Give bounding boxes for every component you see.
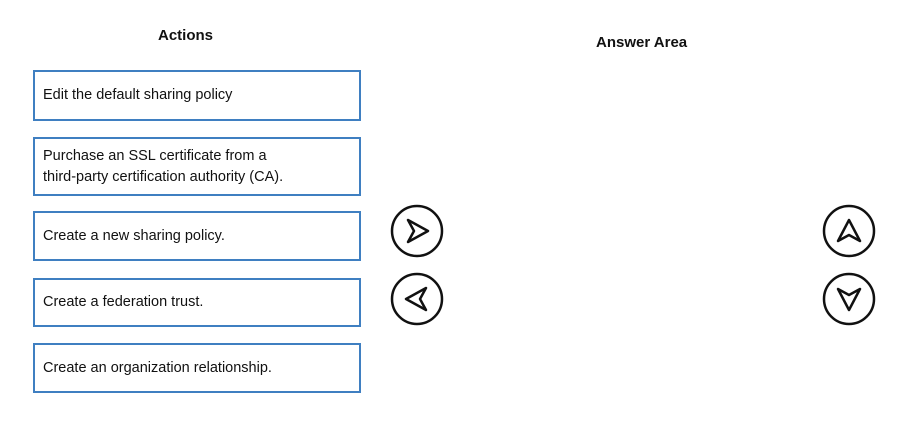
action-item-create-organization-relationship[interactable]: [33, 343, 361, 393]
move-down-button[interactable]: [822, 272, 876, 326]
action-item-purchase-ssl-certificate[interactable]: [33, 137, 361, 196]
action-item-create-federation-trust[interactable]: [33, 278, 361, 327]
move-up-button[interactable]: [822, 204, 876, 258]
action-item-label: [43, 146, 283, 188]
action-item-create-new-sharing-policy[interactable]: [33, 211, 361, 261]
answer-area-dropzone[interactable]: [470, 62, 800, 402]
action-item-label: Create an organization relationship.: [43, 359, 272, 376]
arrow-up-icon: [822, 204, 876, 258]
move-left-button[interactable]: [390, 272, 444, 326]
arrow-left-icon: [390, 272, 444, 326]
arrow-right-icon: [390, 204, 444, 258]
arrow-down-icon: [822, 272, 876, 326]
action-item-label: Create a new sharing policy.: [43, 227, 225, 244]
answer-area-heading: Answer Area: [596, 34, 688, 51]
action-item-edit-default-sharing-policy[interactable]: [33, 70, 361, 121]
actions-heading: Actions: [158, 27, 214, 44]
action-item-label-line1: Purchase an SSL certificate from a: [43, 147, 267, 164]
action-item-label-line2: third-party certification authority (CA).: [43, 168, 284, 185]
move-right-button[interactable]: [390, 204, 444, 258]
action-item-label: Create a federation trust.: [43, 294, 204, 310]
action-item-label: Edit the default sharing policy: [43, 87, 233, 103]
